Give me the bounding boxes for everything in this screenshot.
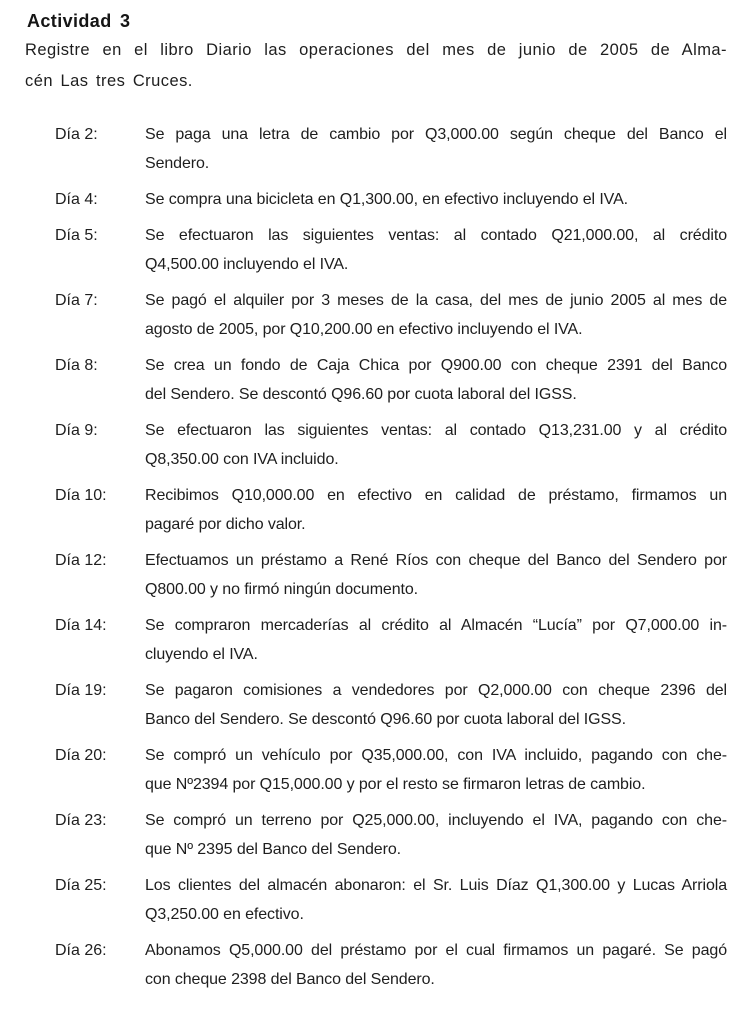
entry-text-line: Se compró un terreno por Q25,000.00, incluyendo el IVA, pagando con che-: [145, 812, 727, 829]
entry-day-label: Día 23:: [55, 812, 107, 829]
entry-text-line: del Sendero. Se descontó Q96.60 por cuota laboral del IGSS.: [145, 386, 577, 403]
entry-text-line: pagaré por dicho valor.: [145, 516, 306, 533]
journal-entry: [55, 546, 753, 604]
entry-text-line: Se efectuaron las siguientes ventas: al contado Q21,000.00, al crédito: [145, 227, 727, 244]
journal-entry: [55, 221, 753, 279]
entry-day-label: Día 26:: [55, 942, 107, 959]
entry-text: [145, 871, 727, 929]
entry-text: [145, 286, 727, 344]
entry-text: [145, 936, 727, 994]
intro-line: cén Las tres Cruces.: [25, 72, 193, 90]
entry-text-line: Q8,350.00 con IVA incluido.: [145, 451, 339, 468]
intro-line: Registre en el libro Diario las operaciones del mes de junio de 2005 de Alma-: [25, 41, 727, 59]
entry-text: [145, 185, 727, 214]
journal-entries-list: [55, 120, 753, 994]
entry-text: [145, 351, 727, 409]
entry-text-line: Los clientes del almacén abonaron: el Sr. Luis Díaz Q1,300.00 y Lucas Arriola: [145, 877, 727, 894]
journal-entry: [55, 936, 753, 994]
entry-text: [145, 481, 727, 539]
entry-text-line: Efectuamos un préstamo a René Ríos con cheque del Banco del Sendero por: [145, 552, 727, 569]
entry-text-line: Banco del Sendero. Se descontó Q96.60 por cuota laboral del IGSS.: [145, 711, 626, 728]
entry-day-label: Día 9:: [55, 422, 98, 439]
entry-text: [145, 676, 727, 734]
entry-day-label: Día 14:: [55, 617, 107, 634]
entry-text-line: Q800.00 y no firmó ningún documento.: [145, 581, 419, 598]
journal-entry: [55, 806, 753, 864]
entry-text-line: que Nº2394 por Q15,000.00 y por el resto se firmaron letras de cambio.: [145, 776, 646, 793]
entry-text-line: Se compraron mercaderías al crédito al Almacén “Lucía” por Q7,000.00 in-: [145, 617, 727, 634]
entry-day-label: Día 8:: [55, 357, 98, 374]
entry-text-line: Se pagaron comisiones a vendedores por Q2,000.00 con cheque 2396 del: [145, 682, 727, 699]
page-title: Actividad 3: [27, 11, 131, 31]
entry-text: [145, 221, 727, 279]
entry-day-label: Día 12:: [55, 552, 107, 569]
entry-text-line: Recibimos Q10,000.00 en efectivo en calidad de préstamo, firmamos un: [145, 487, 727, 504]
entry-text: [145, 806, 727, 864]
journal-entry: [55, 351, 753, 409]
entry-text-line: Se compra una bicicleta en Q1,300.00, en efectivo incluyendo el IVA.: [145, 191, 628, 208]
journal-entry: [55, 416, 753, 474]
journal-entry: [55, 286, 753, 344]
journal-entry: [55, 676, 753, 734]
intro-paragraph: [25, 35, 727, 97]
entry-text-line: Q4,500.00 incluyendo el IVA.: [145, 256, 349, 273]
entry-day-label: Día 4:: [55, 191, 98, 208]
entry-text-line: agosto de 2005, por Q10,200.00 en efectivo incluyendo el IVA.: [145, 321, 583, 338]
entry-text-line: Se pagó el alquiler por 3 meses de la casa, del mes de junio 2005 al mes de: [145, 292, 727, 309]
entry-day-label: Día 5:: [55, 227, 98, 244]
journal-entry: [55, 871, 753, 929]
entry-text-line: Se crea un fondo de Caja Chica por Q900.00 con cheque 2391 del Banco: [145, 357, 727, 374]
entry-day-label: Día 19:: [55, 682, 107, 699]
entry-text-line: con cheque 2398 del Banco del Sendero.: [145, 971, 435, 988]
entry-text-line: Se paga una letra de cambio por Q3,000.00 según cheque del Banco el: [145, 126, 727, 143]
entry-day-label: Día 25:: [55, 877, 107, 894]
entry-text-line: Sendero.: [145, 155, 210, 172]
entry-text-line: cluyendo el IVA.: [145, 646, 258, 663]
entry-text: [145, 416, 727, 474]
entry-text-line: Q3,250.00 en efectivo.: [145, 906, 304, 923]
entry-text-line: que Nº 2395 del Banco del Sendero.: [145, 841, 401, 858]
entry-day-label: Día 7:: [55, 292, 98, 309]
entry-day-label: Día 10:: [55, 487, 107, 504]
entry-day-label: Día 2:: [55, 126, 98, 143]
journal-entry: [55, 185, 753, 214]
entry-text-line: Se efectuaron las siguientes ventas: al contado Q13,231.00 y al crédito: [145, 422, 727, 439]
journal-entry: [55, 741, 753, 799]
entry-text-line: Abonamos Q5,000.00 del préstamo por el cual firmamos un pagaré. Se pagó: [145, 942, 727, 959]
entry-text: [145, 120, 727, 178]
journal-entry: [55, 611, 753, 669]
journal-entry: [55, 481, 753, 539]
entry-text-line: Se compró un vehículo por Q35,000.00, con IVA incluido, pagando con che-: [145, 747, 727, 764]
entry-text: [145, 546, 727, 604]
entry-text: [145, 741, 727, 799]
entry-text: [145, 611, 727, 669]
journal-entry: [55, 120, 753, 178]
entry-day-label: Día 20:: [55, 747, 107, 764]
